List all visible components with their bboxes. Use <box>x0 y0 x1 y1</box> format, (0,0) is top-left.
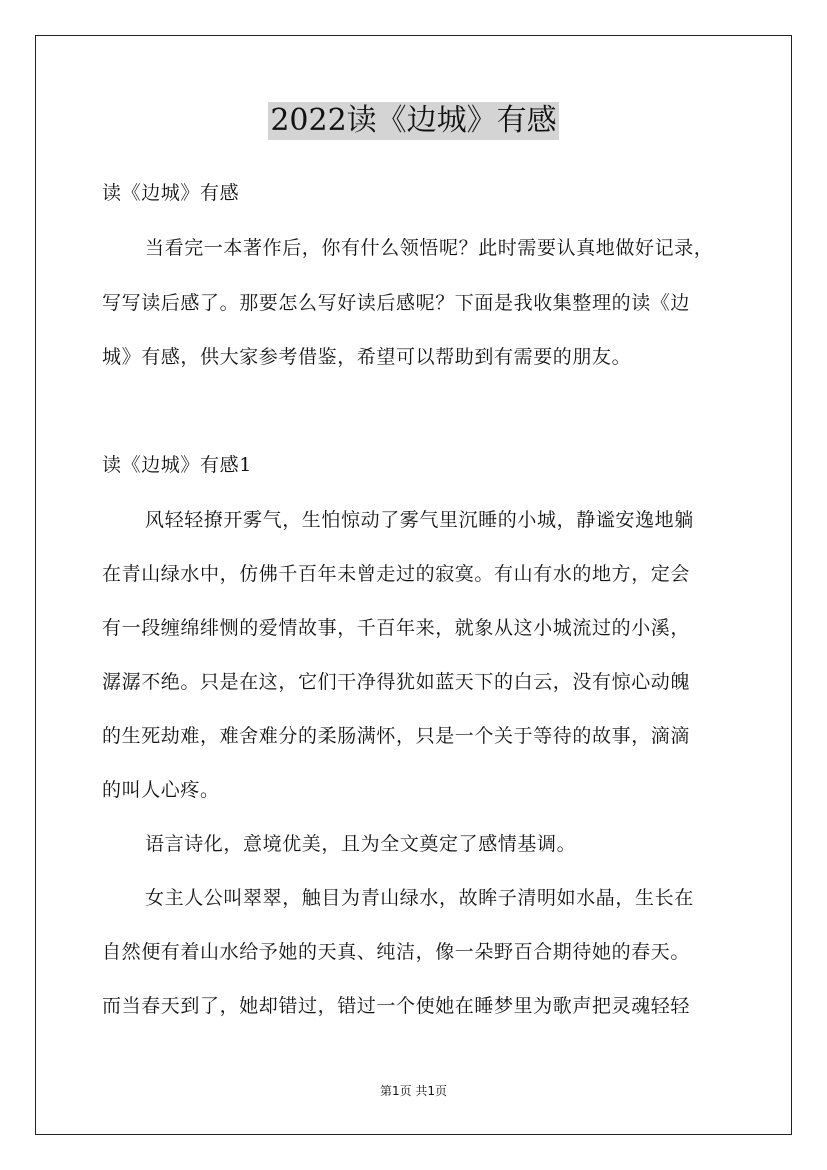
paragraph-line: 的叫人心疼。 <box>102 779 220 801</box>
paragraph-line: 潺潺不绝。只是在这，它们干净得犹如蓝天下的白云，没有惊心动魄 <box>102 671 691 693</box>
intro-line-2: 写写读后感了。那要怎么写好读后感呢？下面是我收集整理的读《边 <box>102 292 691 314</box>
paragraph-line: 而当春天到了，她却错过，错过一个使她在睡梦里为歌声把灵魂轻轻 <box>102 995 691 1017</box>
paragraph-line: 的生死劫难，难舍难分的柔肠满怀，只是一个关于等待的故事，滴滴 <box>102 725 691 747</box>
title-container <box>0 102 827 140</box>
intro-line-3: 城》有感，供大家参考借鉴，希望可以帮助到有需要的朋友。 <box>102 346 632 368</box>
paragraph-line: 风轻轻撩开雾气，生怕惊动了雾气里沉睡的小城，静谧安逸地躺 <box>145 509 694 531</box>
paragraph-line: 自然便有着山水给予她的天真、纯洁，像一朵野百合期待她的春天。 <box>102 941 691 963</box>
subtitle: 读《边城》有感 <box>102 182 240 204</box>
paragraph-line: 在青山绿水中，仿佛千百年未曾走过的寂寞。有山有水的地方，定会 <box>102 563 691 585</box>
paragraph-line: 有一段缠绵绯恻的爱情故事，千百年来，就象从这小城流过的小溪， <box>102 617 691 639</box>
paragraph-line: 女主人公叫翠翠，触目为青山绿水，故眸子清明如水晶，生长在 <box>145 887 694 909</box>
intro-line-1: 当看完一本著作后，你有什么领悟呢？此时需要认真地做好记录， <box>145 237 714 259</box>
section-heading: 读《边城》有感1 <box>102 454 252 476</box>
page-footer: 第1页 共1页 <box>379 1084 448 1098</box>
paragraph-line: 语言诗化，意境优美，且为全文奠定了感情基调。 <box>145 833 577 855</box>
document-title: 2022读《边城》有感 <box>270 103 557 138</box>
